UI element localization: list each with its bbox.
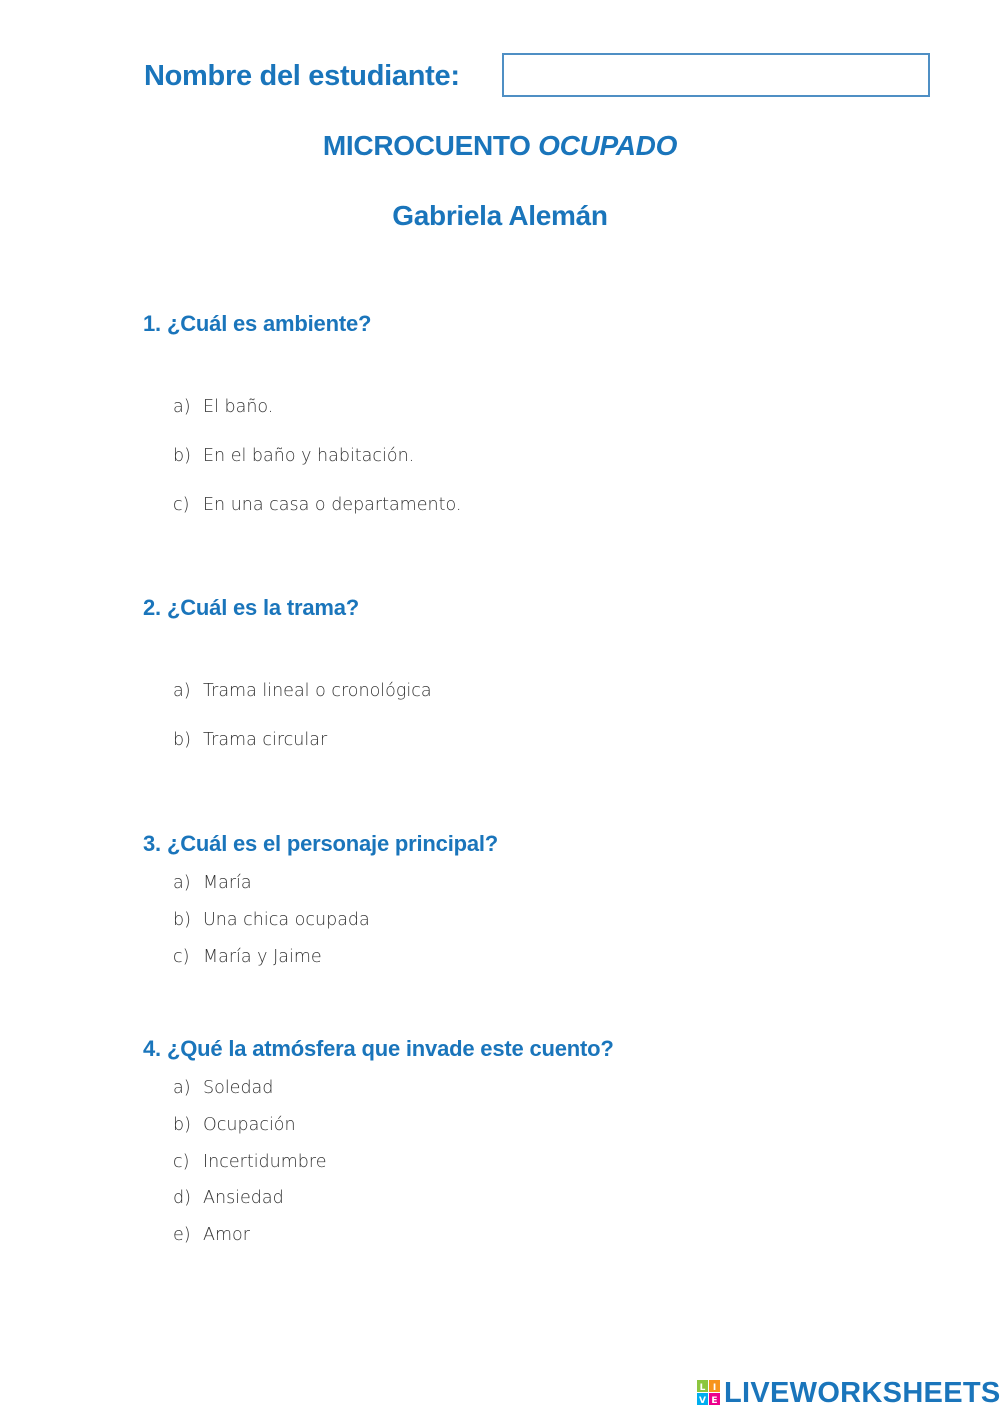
student-name-input[interactable] bbox=[502, 53, 930, 97]
title-italic: OCUPADO bbox=[538, 130, 678, 161]
question-1 bbox=[143, 311, 371, 337]
question-text: ¿Cuál es ambiente? bbox=[167, 311, 372, 336]
option-text: Ansiedad bbox=[203, 1188, 284, 1208]
option-letter: e) bbox=[173, 1225, 191, 1245]
option-letter: c) bbox=[173, 947, 190, 967]
option-4c[interactable] bbox=[173, 1152, 327, 1172]
option-text: María bbox=[203, 873, 252, 893]
option-letter: b) bbox=[173, 730, 191, 750]
option-text: Soledad bbox=[203, 1078, 274, 1098]
option-2b[interactable] bbox=[173, 730, 327, 750]
liveworksheets-logo-icon bbox=[697, 1380, 721, 1406]
question-number: 3. bbox=[143, 831, 161, 856]
option-letter: a) bbox=[173, 397, 191, 417]
option-letter: c) bbox=[173, 1152, 190, 1172]
option-text: Una chica ocupada bbox=[203, 910, 370, 930]
option-letter: a) bbox=[173, 681, 191, 701]
liveworksheets-logo-text: LIVEWORKSHEETS bbox=[724, 1377, 1000, 1409]
option-text: El baño. bbox=[203, 397, 274, 417]
option-2a[interactable] bbox=[173, 681, 432, 701]
worksheet-title bbox=[0, 130, 1000, 162]
svg-text:I: I bbox=[712, 1383, 717, 1393]
question-text: ¿Qué la atmósfera que invade este cuento? bbox=[167, 1036, 614, 1061]
option-text: Trama lineal o cronológica bbox=[203, 681, 432, 701]
option-text: Ocupación bbox=[203, 1115, 296, 1135]
option-3c[interactable] bbox=[173, 947, 322, 967]
option-4a[interactable] bbox=[173, 1078, 273, 1098]
option-3b[interactable] bbox=[173, 910, 370, 930]
option-4e[interactable] bbox=[173, 1225, 250, 1245]
option-3a[interactable] bbox=[173, 873, 252, 893]
student-name-label: Nombre del estudiante: bbox=[144, 60, 460, 92]
option-4b[interactable] bbox=[173, 1115, 296, 1135]
question-2 bbox=[143, 595, 359, 621]
option-letter: c) bbox=[173, 495, 190, 515]
svg-text:V: V bbox=[699, 1396, 706, 1406]
option-1b[interactable] bbox=[173, 446, 414, 466]
question-4 bbox=[143, 1036, 614, 1062]
question-text: ¿Cuál es el personaje principal? bbox=[167, 831, 499, 856]
option-text: En una casa o departamento. bbox=[203, 495, 462, 515]
title-plain: MICROCUENTO bbox=[322, 130, 531, 161]
option-text: María y Jaime bbox=[203, 947, 322, 967]
option-letter: b) bbox=[173, 910, 191, 930]
svg-text:L: L bbox=[699, 1383, 706, 1393]
question-text: ¿Cuál es la trama? bbox=[167, 595, 360, 620]
option-1c[interactable] bbox=[173, 495, 461, 515]
option-4d[interactable] bbox=[173, 1188, 284, 1208]
option-text: Incertidumbre bbox=[203, 1152, 327, 1172]
option-text: Amor bbox=[203, 1225, 250, 1245]
option-text: En el baño y habitación. bbox=[203, 446, 415, 466]
option-letter: d) bbox=[173, 1188, 191, 1208]
svg-text:E: E bbox=[711, 1396, 718, 1406]
option-text: Trama circular bbox=[203, 730, 328, 750]
option-letter: b) bbox=[173, 1115, 191, 1135]
author-name: Gabriela Alemán bbox=[392, 200, 608, 231]
question-number: 4. bbox=[143, 1036, 161, 1061]
option-letter: a) bbox=[173, 1078, 191, 1098]
question-3 bbox=[143, 831, 498, 857]
option-letter: a) bbox=[173, 873, 191, 893]
option-letter: b) bbox=[173, 446, 191, 466]
option-1a[interactable] bbox=[173, 397, 273, 417]
question-number: 2. bbox=[143, 595, 161, 620]
question-number: 1. bbox=[143, 311, 161, 336]
